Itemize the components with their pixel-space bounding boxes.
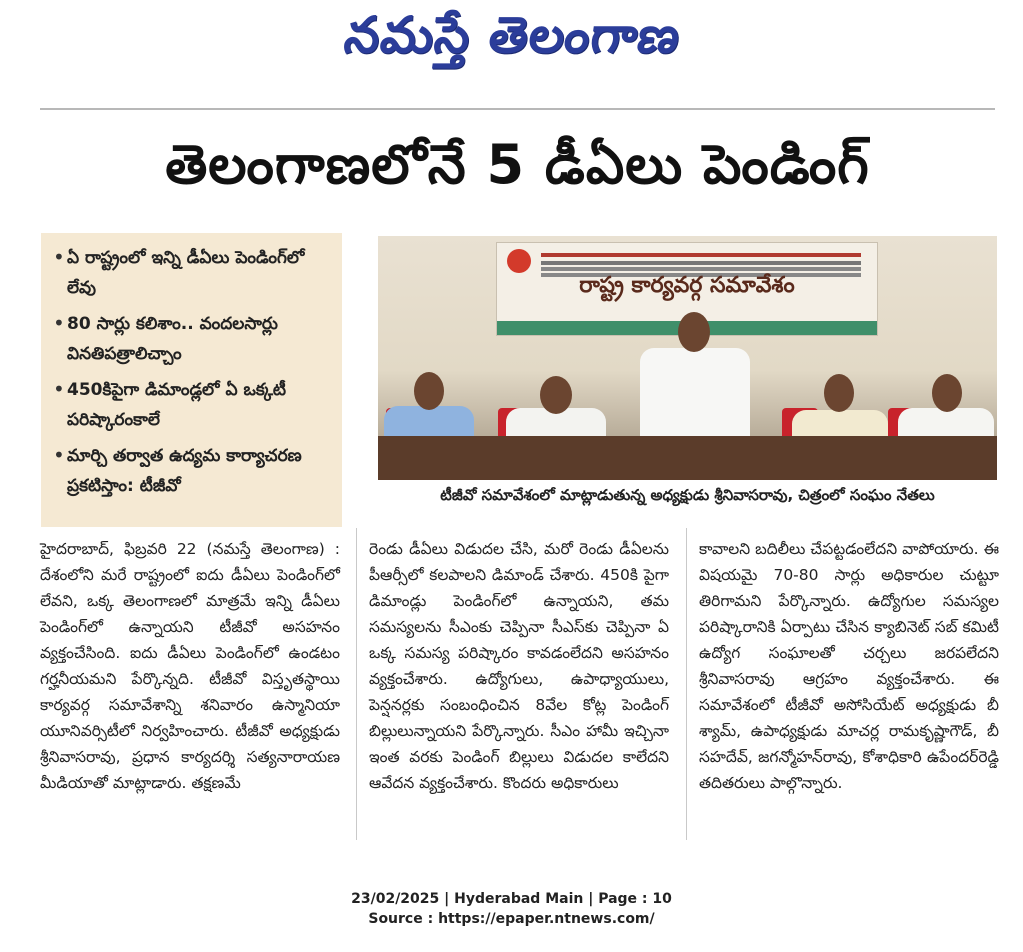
column-divider bbox=[686, 528, 687, 840]
article-column-2: రెండు డీఏలు విడుదల చేసి, మరో రెండు డీఏలను పీఆర్సీలో కలపాలని డిమాండ్ చేశారు. 450కి పైగా డిమాండ్లు పెండింగ్‌లో ఉన్నాయని, తమ సమస్యలను సీఎంకు చెప్పినా సీఎస్‌కు చెప్పినా ఏ ఒక్క సమస్య పరిష్కారం కావడంలేదని అసహనం వ్యక్తంచేశారు. ఉద్యోగులు, ఉపాధ్యాయులు, పెన్షనర్లకు సంబంధించిన 8వేల కోట్ల పెండింగ్ బిల్లులున్నాయని పేర్కొన్నారు. సీఎం హామీ ఇచ్చినా ఇంత వరకు పెండింగ్ బిల్లులు విడుదల కాలేదని ఆవేదన వ్యక్తంచేశారు. కొందరు అధికారులు bbox=[369, 540, 669, 792]
bullet-icon: • bbox=[53, 377, 65, 401]
footer-date-line: 23/02/2025 | Hyderabad Main | Page : 10 bbox=[351, 891, 672, 907]
photo-caption: టీజీవో సమావేశంలో మాట్లాడుతున్న అధ్యక్షుడు శ్రీనివాసరావు, చిత్రంలో సంఘం నేతలు bbox=[378, 482, 997, 508]
page-footer bbox=[0, 889, 1023, 929]
highlight-item bbox=[53, 441, 336, 501]
highlight-text: మార్చి తర్వాత ఉద్యమ కార్యాచరణ ప్రకటిస్తాం: టీజీవో bbox=[67, 446, 302, 496]
footer-source-line: Source : https://epaper.ntnews.com/ bbox=[368, 911, 655, 927]
highlight-text: 80 సార్లు కలిశాం.. వందలసార్లు వినతిపత్రాలిచ్చాం bbox=[67, 314, 278, 364]
headline: తెలంగాణలోనే 5 డీఏలు పెండింగ్ bbox=[165, 133, 870, 196]
highlight-item bbox=[53, 309, 336, 369]
highlights-box bbox=[41, 233, 342, 527]
bullet-icon: • bbox=[53, 443, 65, 467]
person-head bbox=[414, 372, 444, 410]
column-divider bbox=[356, 528, 357, 840]
banner-header-lines bbox=[541, 253, 861, 257]
conference-table bbox=[378, 436, 997, 480]
banner-title: రాష్ట్ర కార్యవర్గ సమావేశం bbox=[579, 273, 795, 298]
speaker bbox=[640, 348, 750, 448]
article-column-1: హైదరాబాద్, ఫిబ్రవరి 22 (నమస్తే తెలంగాణ) : దేశంలోని మరే రాష్ట్రంలో ఐదు డీఏలు పెండింగ్‌లో లేవని, ఒక్క తెలంగాణలో మాత్రమే ఇన్ని డీఏలు పెండింగ్‌లో ఉన్నాయని టీజీవో అసహనం వ్యక్తంచేసింది. ఐదు డీఏలు పెండింగ్‌లో ఉండటం గర్హనీయమని పేర్కొన్నది. టీజీవో విస్తృతస్థాయి కార్యవర్గ సమావేశాన్ని శనివారం ఉస్మానియా యూనివర్సిటీలో నిర్వహించారు. టీజీవో అధ్యక్షుడు శ్రీనివాసరావు, ప్రధాన కార్యదర్శి సత్యనారాయణ మీడియాతో మాట్లాడారు. తక్షణమే bbox=[40, 540, 340, 792]
person-head bbox=[540, 376, 572, 414]
association-logo-icon bbox=[507, 249, 531, 273]
person-head bbox=[824, 374, 854, 412]
highlight-text: 450కిపైగా డిమాండ్లలో ఏ ఒక్కటీ పరిష్కారంకాలే bbox=[67, 380, 286, 430]
masthead-divider bbox=[40, 108, 995, 110]
masthead bbox=[0, 0, 1023, 78]
speaker-head bbox=[678, 312, 710, 352]
news-photo bbox=[378, 236, 997, 480]
person-head bbox=[932, 374, 962, 412]
highlight-text: ఏ రాష్ట్రంలో ఇన్ని డీఏలు పెండింగ్‌లో లేవు bbox=[67, 248, 305, 298]
masthead-title: నమస్తే తెలంగాణ bbox=[340, 6, 685, 64]
article-column-3: కావాలని బదిలీలు చేపట్టడంలేదని వాపోయారు. ఈ విషయమై 70-80 సార్లు అధికారుల చుట్టూ తిరిగామని పేర్కొన్నారు. ఉద్యోగుల సమస్యల పరిష్కారానికి ఏర్పాటు చేసిన క్యాబినెట్ సబ్ కమిటీ ఉద్యోగ సంఘాలతో చర్చలు జరపలేదని శ్రీనివాసరావు ఆగ్రహం వ్యక్తంచేశారు. ఈ సమావేశంలో టీజీవో అసోసియేట్ అధ్యక్షుడు బీ శ్యామ్, ఉపాధ్యక్షుడు మాచర్ల రామకృష్ణాగౌడ్, బీ సహదేవ్, జగన్మోహన్‌రావు, కోశాధికారి ఉపేందర్‌రెడ్డి తదితరులు పాల్గొన్నారు. bbox=[699, 540, 999, 792]
highlight-item bbox=[53, 375, 336, 435]
highlight-item bbox=[53, 243, 336, 303]
bullet-icon: • bbox=[53, 311, 65, 335]
bullet-icon: • bbox=[53, 245, 65, 269]
